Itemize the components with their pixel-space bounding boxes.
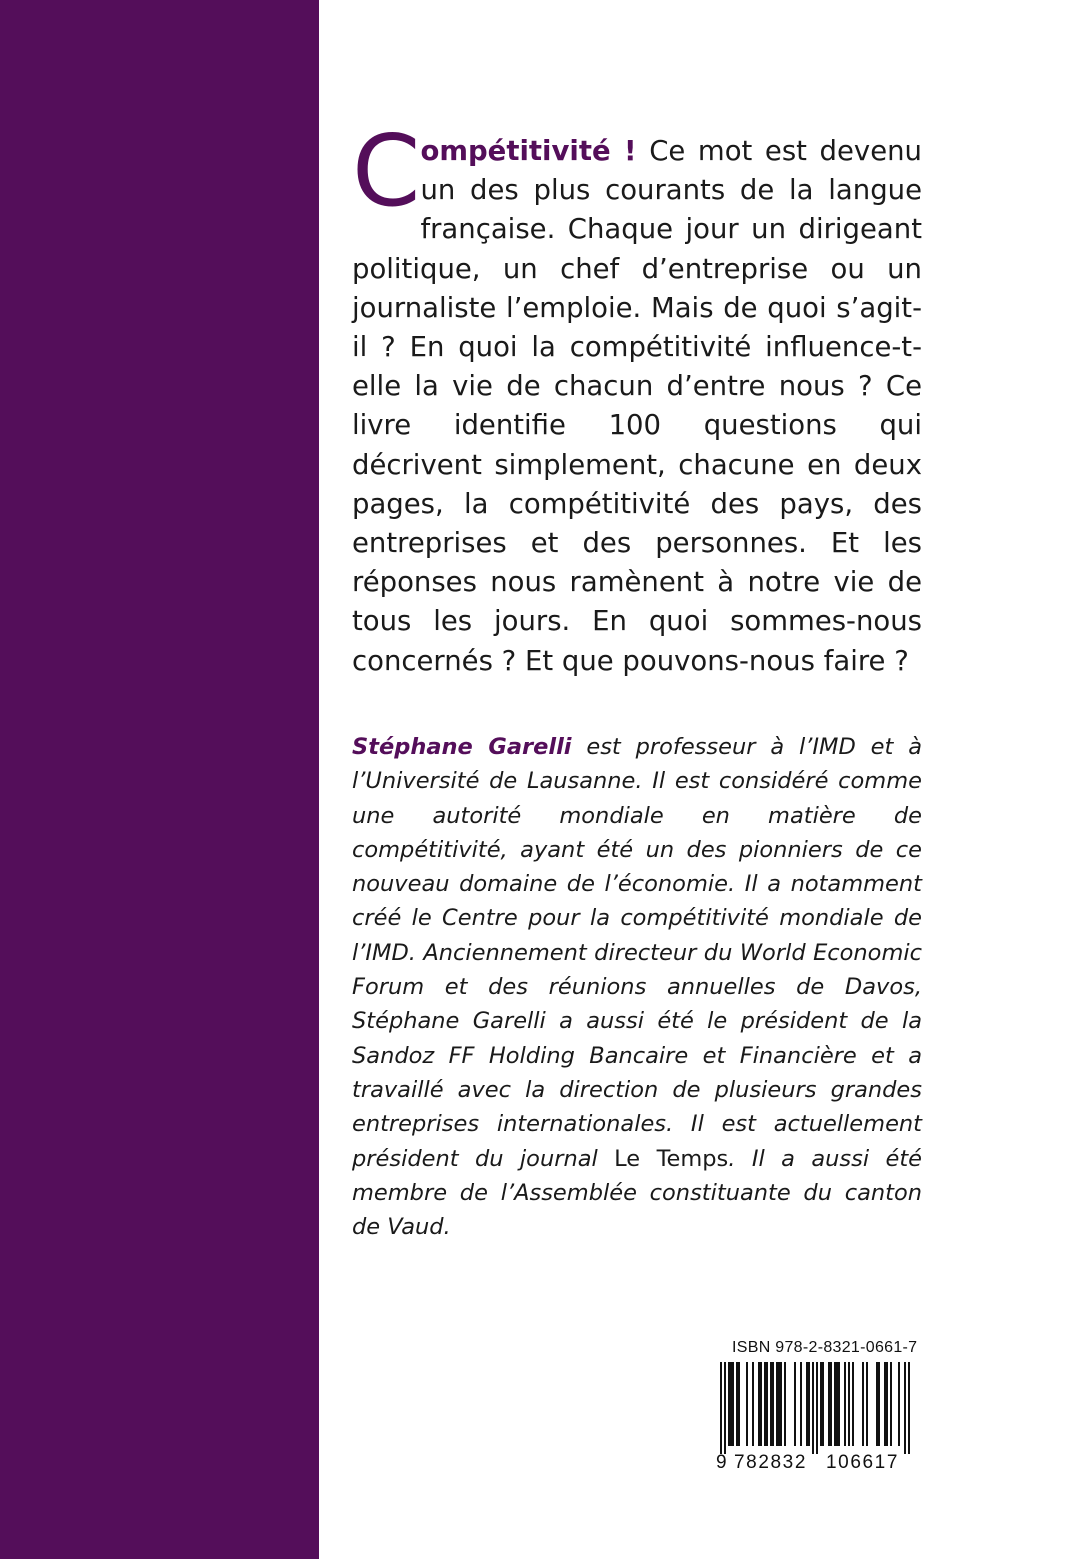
barcode-bar xyxy=(834,1362,836,1446)
barcode-bar xyxy=(728,1362,730,1446)
ean-left-group: 782832 xyxy=(734,1452,808,1473)
barcode-bar xyxy=(876,1362,878,1446)
bio-text-part-2: . Il a aussi été membre de l’Assemblée constituante du canton de Vaud. xyxy=(352,1145,922,1241)
barcode-bar xyxy=(784,1362,786,1446)
barcode-bar xyxy=(828,1362,830,1446)
barcode-bar xyxy=(822,1362,824,1446)
barcode-bar xyxy=(884,1362,886,1446)
barcode-bar xyxy=(770,1362,772,1446)
barcode-bar xyxy=(886,1362,888,1446)
barcode-bar xyxy=(816,1362,818,1454)
barcode-bar xyxy=(838,1362,840,1446)
barcode-bar xyxy=(730,1362,732,1446)
barcode-bar xyxy=(848,1362,850,1446)
barcode-bar xyxy=(776,1362,778,1446)
barcode-bar xyxy=(800,1362,802,1446)
barcode-bar xyxy=(808,1362,810,1446)
isbn-label: ISBN 978-2-8321-0661-7 xyxy=(732,1339,918,1356)
barcode-bar xyxy=(766,1362,768,1446)
barcode-bar xyxy=(724,1362,726,1454)
barcode-bar xyxy=(904,1362,906,1454)
barcode-bar xyxy=(820,1362,822,1446)
barcode-bar xyxy=(780,1362,782,1446)
barcode-bar xyxy=(732,1362,734,1446)
isbn-barcode-block xyxy=(716,1338,928,1476)
barcode-icon xyxy=(716,1362,916,1454)
author-name: Stéphane Garelli xyxy=(352,734,572,760)
ean-first-digit: 9 xyxy=(716,1452,727,1473)
author-bio xyxy=(352,730,922,1244)
barcode-bar xyxy=(738,1362,740,1446)
intro-paragraph xyxy=(352,115,922,681)
barcode-bar xyxy=(908,1362,910,1454)
barcode-bar xyxy=(898,1362,900,1446)
barcode-bar xyxy=(836,1362,838,1446)
barcode-bar xyxy=(720,1362,722,1454)
barcode-bar xyxy=(866,1362,868,1446)
barcode-bar xyxy=(758,1362,760,1446)
purple-spine-band xyxy=(0,0,319,1559)
barcode-bar xyxy=(878,1362,880,1446)
barcode-bar xyxy=(890,1362,892,1446)
barcode-bar xyxy=(746,1362,748,1446)
drop-cap: C xyxy=(352,115,421,229)
intro-body-text: Ce mot est devenu un des plus courants de la langue française. Chaque jour un dirigeant politique, un chef d’entreprise ou un journaliste l’emploie. Mais de quoi s’agit-il ? En quoi la compétitivité influence-t-elle la vie de chacun d’entre nous ? Ce livre identifie 100 questions qui décrivent simplement, chacune en deux pages, la compétitivité des pays, des entreprises et des personnes. Et les réponses nous ramènent à notre vie de tous les jours. En quoi sommes-nous concernés ? Et que pouvons-nous faire ? xyxy=(352,135,922,677)
barcode-bar xyxy=(778,1362,780,1446)
barcode-bar xyxy=(752,1362,754,1446)
intro-lead-word: ompétitivité ! xyxy=(420,135,637,167)
ean-digits xyxy=(716,1454,928,1476)
barcode-bar xyxy=(772,1362,774,1446)
barcode-bar xyxy=(760,1362,762,1446)
barcode-bar xyxy=(806,1362,808,1446)
barcode-bar xyxy=(830,1362,832,1446)
barcode-bar xyxy=(736,1362,738,1446)
barcode-bar xyxy=(844,1362,846,1446)
ean-right-group: 106617 xyxy=(826,1452,900,1473)
barcode-bar xyxy=(852,1362,854,1446)
journal-name: Le Temps xyxy=(614,1145,729,1172)
barcode-bar xyxy=(862,1362,864,1446)
bio-text-part-1: est professeur à l’IMD et à l’Université de Lausanne. Il est considéré comme une autorité mondiale en matière de compétitivité, ayant été un des pionniers de ce nouveau domaine de l’économie. Il a notamment créé le Centre pour la compétitivité mondiale de l’IMD. Anciennement directeur du World Economic Forum et des réunions annuelles de Davos, Stéphane Garelli a aussi été le président de la Sandoz FF Holding Bancaire et Financière et a travaillé avec la direction de plusieurs grandes entreprises internationales. Il est actuellement président du journal xyxy=(352,734,922,1172)
barcode-bar xyxy=(812,1362,814,1454)
barcode-bar xyxy=(764,1362,766,1446)
barcode-bar xyxy=(794,1362,796,1446)
